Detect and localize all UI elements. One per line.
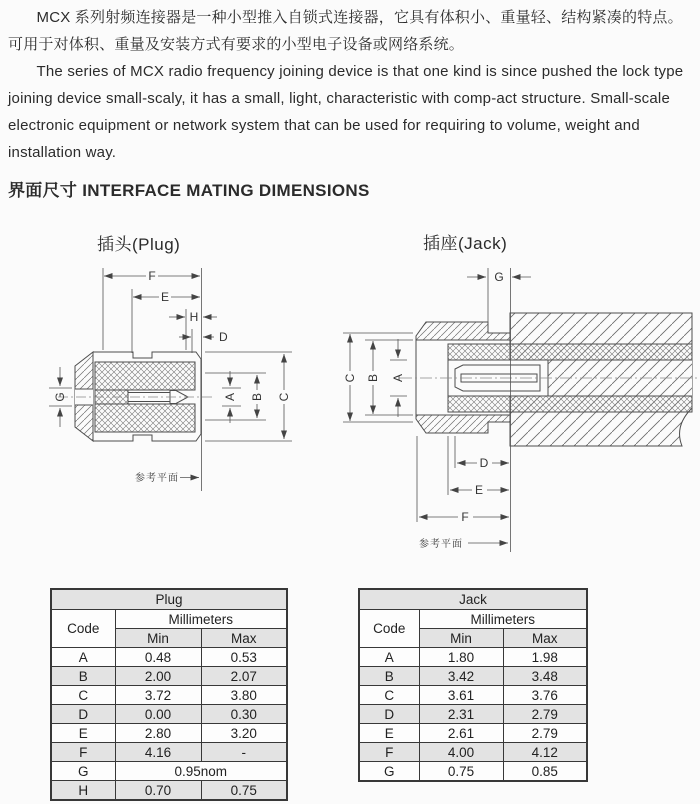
jack-table-header-min: Min bbox=[419, 629, 503, 648]
table-cell: D bbox=[359, 705, 419, 724]
table-row bbox=[359, 667, 587, 686]
table-cell: F bbox=[359, 743, 419, 762]
table-cell: 0.30 bbox=[201, 705, 287, 724]
plug-table-header-unit: Millimeters bbox=[115, 610, 287, 629]
table-row bbox=[51, 686, 287, 705]
table-cell: 2.07 bbox=[201, 667, 287, 686]
table-row bbox=[359, 705, 587, 724]
plug-dim-e: E bbox=[160, 290, 170, 304]
table-cell: 0.75 bbox=[201, 781, 287, 801]
jack-dim-a: A bbox=[391, 373, 405, 383]
table-cell: 0.75 bbox=[419, 762, 503, 782]
plug-dim-h: H bbox=[189, 310, 199, 324]
table-cell: 2.80 bbox=[115, 724, 201, 743]
plug-dim-c: C bbox=[277, 392, 291, 402]
plug-diagram bbox=[40, 255, 300, 505]
jack-dim-f: F bbox=[461, 510, 469, 524]
jack-table-title: Jack bbox=[359, 589, 587, 610]
jack-dim-g: G bbox=[494, 270, 504, 284]
jack-table-header-unit: Millimeters bbox=[419, 610, 587, 629]
table-cell: G bbox=[51, 762, 115, 781]
intro-paragraphs bbox=[8, 4, 686, 166]
table-cell: C bbox=[51, 686, 115, 705]
plug-dim-b: B bbox=[250, 392, 264, 402]
table-cell: 1.98 bbox=[503, 648, 587, 667]
table-cell: 4.00 bbox=[419, 743, 503, 762]
table-cell: 3.80 bbox=[201, 686, 287, 705]
plug-dim-a: A bbox=[223, 392, 237, 402]
plug-body-cross-section bbox=[58, 352, 212, 441]
table-cell: A bbox=[359, 648, 419, 667]
table-row bbox=[359, 762, 587, 782]
table-cell: 3.72 bbox=[115, 686, 201, 705]
table-cell: 3.61 bbox=[419, 686, 503, 705]
plug-table-header-code: Code bbox=[51, 610, 115, 648]
jack-dim-e: E bbox=[474, 483, 484, 497]
table-cell: H bbox=[51, 781, 115, 801]
section-heading bbox=[8, 176, 370, 201]
table-cell: 2.31 bbox=[419, 705, 503, 724]
table-cell: 4.16 bbox=[115, 743, 201, 762]
table-cell: 0.00 bbox=[115, 705, 201, 724]
plug-table-title: Plug bbox=[51, 589, 287, 610]
table-row bbox=[51, 743, 287, 762]
table-cell: 4.12 bbox=[503, 743, 587, 762]
table-row bbox=[51, 762, 287, 781]
plug-table-header-min: Min bbox=[115, 629, 201, 648]
jack-dim-c: C bbox=[343, 373, 357, 383]
table-cell: 3.48 bbox=[503, 667, 587, 686]
table-cell: A bbox=[51, 648, 115, 667]
table-cell: E bbox=[51, 724, 115, 743]
jack-body-cross-section bbox=[400, 313, 698, 446]
table-cell: 2.79 bbox=[503, 724, 587, 743]
plug-table bbox=[50, 588, 288, 801]
table-cell: E bbox=[359, 724, 419, 743]
table-cell: B bbox=[51, 667, 115, 686]
table-cell: F bbox=[51, 743, 115, 762]
section-heading-zh: 界面尺寸 bbox=[8, 181, 78, 200]
table-row bbox=[359, 648, 587, 667]
table-cell: 0.48 bbox=[115, 648, 201, 667]
table-cell: 0.85 bbox=[503, 762, 587, 782]
table-row bbox=[51, 705, 287, 724]
plug-reference-plane-label: 参考平面 bbox=[135, 473, 179, 484]
table-cell: C bbox=[359, 686, 419, 705]
table-cell: 3.42 bbox=[419, 667, 503, 686]
table-cell: 2.61 bbox=[419, 724, 503, 743]
table-row bbox=[51, 648, 287, 667]
jack-dim-d: D bbox=[479, 456, 489, 470]
plug-dim-g: G bbox=[53, 392, 67, 402]
jack-table-header-code: Code bbox=[359, 610, 419, 648]
intro-paragraph-zh: MCX 系列射频连接器是一种小型推入自锁式连接器，它具有体积小、重量轻、结构紧凑的特点。可用于对体积、重量及安装方式有要求的小型电子设备或网络系统。 bbox=[8, 9, 683, 53]
jack-table-header-max: Max bbox=[503, 629, 587, 648]
table-cell: B bbox=[359, 667, 419, 686]
table-row bbox=[51, 781, 287, 801]
jack-dim-b: B bbox=[366, 373, 380, 383]
table-row bbox=[51, 667, 287, 686]
table-cell: - bbox=[201, 743, 287, 762]
table-cell: D bbox=[51, 705, 115, 724]
table-cell: 0.53 bbox=[201, 648, 287, 667]
plug-diagram-title: 插头(Plug) bbox=[97, 235, 181, 254]
jack-diagram bbox=[335, 255, 700, 570]
plug-dim-f: F bbox=[148, 269, 156, 283]
table-row bbox=[359, 686, 587, 705]
jack-diagram-title: 插座(Jack) bbox=[423, 234, 508, 253]
plug-table-header-max: Max bbox=[201, 629, 287, 648]
table-row bbox=[359, 724, 587, 743]
table-cell: G bbox=[359, 762, 419, 782]
table-cell: 1.80 bbox=[419, 648, 503, 667]
table-row bbox=[51, 724, 287, 743]
table-cell: 0.95nom bbox=[115, 762, 287, 781]
table-cell: 2.79 bbox=[503, 705, 587, 724]
table-cell: 0.70 bbox=[115, 781, 201, 801]
table-cell: 3.76 bbox=[503, 686, 587, 705]
jack-table bbox=[358, 588, 588, 782]
jack-reference-plane-label: 参考平面 bbox=[419, 539, 463, 550]
intro-paragraph-en: The series of MCX radio frequency joining device is that one kind is since pushed the lock type joining device small-scaly, it has a small, light, characteristic with comp-act structure. Small-scale electronic equipment or network system that can be used for requiring to volume, weight and installation way. bbox=[8, 63, 684, 161]
table-row bbox=[359, 743, 587, 762]
section-heading-en: INTERFACE MATING DIMENSIONS bbox=[82, 181, 370, 200]
table-cell: 2.00 bbox=[115, 667, 201, 686]
plug-dim-d: D bbox=[219, 330, 228, 344]
table-cell: 3.20 bbox=[201, 724, 287, 743]
